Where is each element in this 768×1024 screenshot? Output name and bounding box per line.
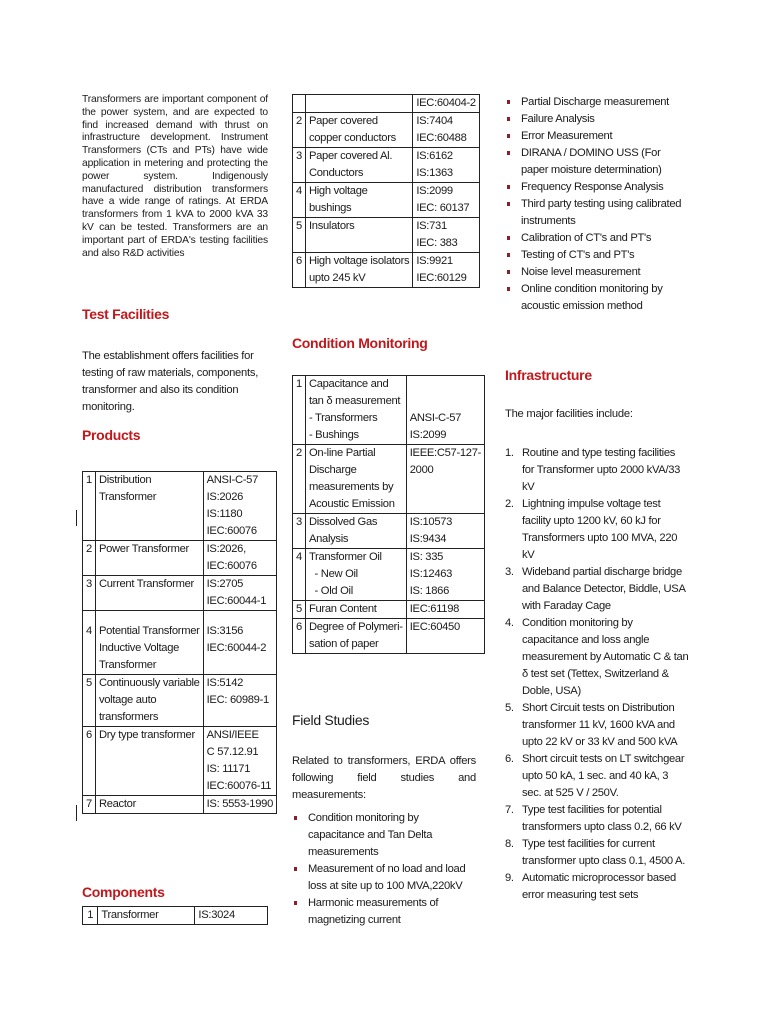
standard-cell-line: IS:2026 bbox=[206, 491, 244, 503]
item-cell-line: Dissolved Gas bbox=[308, 516, 378, 528]
standard-cell-line: IEC: 60989-1 bbox=[206, 694, 269, 706]
item-cell-line: - Old Oil bbox=[308, 585, 353, 597]
item-cell-line: copper conductors bbox=[308, 132, 396, 144]
table-row bbox=[293, 445, 485, 514]
standard-cell bbox=[406, 376, 484, 445]
list-item: Frequency Response Analysis bbox=[505, 179, 690, 196]
item-cell bbox=[95, 796, 203, 814]
standard-cell-line: IS:5142 bbox=[206, 677, 244, 689]
row-number-line: 2 bbox=[296, 447, 302, 459]
standard-cell-line: IEC:60076-11 bbox=[206, 780, 272, 792]
list-number: 1. bbox=[505, 447, 514, 459]
table-row bbox=[83, 675, 277, 727]
row-number bbox=[293, 445, 306, 514]
list-number: 5. bbox=[505, 702, 514, 714]
intro-paragraph: Transformers are important component of the power system, and are expected to find increased demand with thrust on infrastructure development. Instrument Transformers (CTs and PTs) have wide application in metering and protecting the power system. Indigenously manufactured distribution transformers have a wide range of ratings. At ERDA transformers from 1 kVA to 2000 kVA 33 kV can be tested. Transformers are an important part of ERDA's testing facilities and also R&D activities bbox=[82, 94, 268, 259]
table-row bbox=[293, 218, 480, 253]
row-number bbox=[293, 218, 306, 253]
standard-cell-line: IS:1363 bbox=[416, 167, 453, 179]
condition-monitoring-heading: Condition Monitoring bbox=[292, 335, 428, 351]
list-number: 4. bbox=[505, 617, 514, 629]
item-cell-line: Degree of Polymeri- bbox=[308, 621, 403, 633]
item-cell bbox=[305, 549, 406, 601]
list-item: Noise level measurement bbox=[505, 264, 690, 281]
standard-cell bbox=[406, 445, 484, 514]
list-number: 7. bbox=[505, 804, 514, 816]
standard-cell-line: IS:6162 bbox=[416, 150, 453, 162]
table-row bbox=[293, 601, 485, 619]
row-number-line: 5 bbox=[296, 220, 302, 232]
table-row bbox=[83, 727, 277, 796]
row-number bbox=[293, 95, 306, 113]
components-heading: Components bbox=[82, 884, 165, 900]
item-cell bbox=[95, 472, 203, 541]
item-cell-line: Potential Transformer bbox=[98, 625, 200, 637]
list-item bbox=[505, 700, 690, 751]
row-number-line: 3 bbox=[296, 150, 302, 162]
row-number-line: 1 bbox=[86, 474, 92, 486]
measurements-list bbox=[505, 94, 690, 315]
list-item: Testing of CT's and PT's bbox=[505, 247, 690, 264]
table-row bbox=[83, 611, 277, 675]
list-item bbox=[505, 445, 690, 496]
item-cell-line: bushings bbox=[308, 202, 352, 214]
list-item bbox=[505, 751, 690, 802]
list-text: Routine and type testing facilities for Transformer upto 2000 kVA/33 kV bbox=[522, 447, 681, 493]
list-item bbox=[505, 836, 690, 870]
standard-cell bbox=[406, 514, 484, 549]
row-number bbox=[293, 183, 306, 218]
item-cell-line: Discharge bbox=[308, 464, 357, 476]
item-cell-line: upto 245 kV bbox=[308, 272, 366, 284]
list-item: Measurement of no load and load loss at site up to 100 MVA,220kV bbox=[292, 861, 476, 895]
item-cell-line: Power Transformer bbox=[98, 543, 189, 555]
item-cell-line: Transformer bbox=[98, 659, 157, 671]
right-column bbox=[505, 0, 690, 1024]
standard-cell-line: IEC:60488 bbox=[416, 132, 467, 144]
list-number: 6. bbox=[505, 753, 514, 765]
item-cell bbox=[305, 183, 412, 218]
infrastructure-intro: The major facilities include: bbox=[505, 408, 633, 420]
standard-cell-line: IS:3156 bbox=[206, 625, 244, 637]
standard-cell-line: IS: 11171 bbox=[206, 763, 251, 775]
item-cell bbox=[305, 113, 412, 148]
standard-cell-line: IS:7404 bbox=[416, 115, 453, 127]
row-number bbox=[293, 253, 306, 288]
row-number bbox=[83, 611, 96, 675]
item-cell bbox=[305, 253, 412, 288]
list-item bbox=[505, 564, 690, 615]
table-row bbox=[293, 95, 480, 113]
table-row bbox=[83, 576, 277, 611]
standard-cell bbox=[195, 907, 268, 925]
list-item: Third party testing using calibrated instruments bbox=[505, 196, 690, 230]
row-number-line: 4 bbox=[296, 185, 302, 197]
list-text: Wideband partial discharge bridge and Balance Detector, Biddle, USA with Faraday Cage bbox=[522, 566, 685, 612]
standard-cell bbox=[406, 619, 484, 654]
standard-cell-line: IS:2705 bbox=[206, 578, 244, 590]
row-number bbox=[293, 113, 306, 148]
list-item bbox=[505, 496, 690, 564]
row-number-line: 4 bbox=[86, 625, 92, 637]
products-table bbox=[82, 471, 277, 814]
item-cell bbox=[305, 619, 406, 654]
standard-cell bbox=[203, 796, 276, 814]
row-number bbox=[83, 796, 96, 814]
list-item bbox=[505, 870, 690, 904]
standard-cell bbox=[413, 95, 480, 113]
item-cell-line: - Bushings bbox=[308, 429, 359, 441]
standard-cell-line: IS: 1866 bbox=[409, 585, 449, 597]
standard-cell-line: IS:1180 bbox=[206, 508, 243, 520]
item-cell bbox=[95, 541, 203, 576]
list-text: Automatic microprocessor based error measuring test sets bbox=[522, 872, 676, 901]
item-cell-line: Continuously variable bbox=[98, 677, 200, 689]
standard-cell-line: IEC:60076 bbox=[206, 525, 257, 537]
row-number bbox=[83, 472, 96, 541]
standard-cell-line: IEC:60129 bbox=[416, 272, 467, 284]
standard-cell-line: C 57.12.91 bbox=[206, 746, 259, 758]
list-number: 3. bbox=[505, 566, 514, 578]
standard-cell bbox=[203, 727, 276, 796]
standard-cell-line: IEC:61198 bbox=[409, 603, 460, 615]
standard-cell bbox=[203, 611, 276, 675]
field-studies-heading: Field Studies bbox=[292, 712, 370, 728]
item-cell bbox=[305, 95, 412, 113]
list-text: Short Circuit tests on Distribution transformer 11 kV, 1600 kVA and upto 22 kV or 33 kV and 500 kVA bbox=[522, 702, 678, 748]
row-number-line: 2 bbox=[86, 543, 92, 555]
item-cell-line: On-line Partial bbox=[308, 447, 376, 459]
item-cell bbox=[305, 148, 412, 183]
list-item: Partial Discharge measurement bbox=[505, 94, 690, 111]
table-row bbox=[293, 619, 485, 654]
standard-cell-line bbox=[410, 393, 481, 410]
row-number-line: 3 bbox=[296, 516, 302, 528]
row-number-line: 4 bbox=[296, 551, 302, 563]
table-row bbox=[83, 541, 277, 576]
list-item: Condition monitoring by capacitance and Tan Delta measurements bbox=[292, 810, 476, 861]
list-number: 2. bbox=[505, 498, 514, 510]
list-text: Short circuit tests on LT switchgear upto 50 kA, 1 sec. and 40 kA, 3 sec. at 525 V / 250V. bbox=[522, 753, 685, 799]
row-number bbox=[293, 601, 306, 619]
list-text: Type test facilities for current transformer upto class 0.1, 4500 A. bbox=[522, 838, 685, 867]
list-item: Error Measurement bbox=[505, 128, 690, 145]
item-cell-line: Analysis bbox=[308, 533, 349, 545]
standard-cell bbox=[203, 541, 276, 576]
standard-cell-line bbox=[410, 376, 481, 393]
table-row bbox=[293, 113, 480, 148]
row-number-line: 3 bbox=[86, 578, 92, 590]
standard-cell-line: IS:12463 bbox=[409, 568, 453, 580]
standard-cell-line: IS:2099 bbox=[409, 429, 447, 441]
standard-cell-line: ANSI-C-57 bbox=[409, 412, 462, 424]
item-cell-line: Transformer bbox=[101, 909, 159, 921]
infrastructure-list bbox=[505, 445, 690, 904]
item-cell-line: measurements by bbox=[308, 481, 394, 493]
standard-cell-line: IS: 335 bbox=[409, 551, 444, 563]
item-cell bbox=[98, 907, 195, 925]
table-row bbox=[83, 907, 268, 925]
components-table-part1 bbox=[82, 906, 268, 925]
margin-mark bbox=[76, 510, 77, 526]
item-cell bbox=[95, 576, 203, 611]
standard-cell-line: IS:2026, bbox=[206, 543, 246, 555]
standard-cell-line: IEC:60044-1 bbox=[206, 595, 267, 607]
row-number-line: 1 bbox=[87, 909, 94, 921]
middle-column bbox=[292, 0, 480, 1024]
item-cell bbox=[305, 601, 406, 619]
item-cell-line: Dry type transformer bbox=[98, 729, 195, 741]
table-row bbox=[293, 253, 480, 288]
standard-cell-line: IEC: 60137 bbox=[416, 202, 470, 214]
item-cell bbox=[95, 675, 203, 727]
standard-cell bbox=[406, 549, 484, 601]
standard-cell bbox=[203, 472, 276, 541]
left-column bbox=[82, 0, 273, 1024]
item-cell-line: Paper covered Al. bbox=[308, 150, 393, 162]
item-cell-line: Conductors bbox=[308, 167, 364, 179]
item-cell-line: - New Oil bbox=[308, 568, 358, 580]
row-number bbox=[83, 675, 96, 727]
item-cell-line: High voltage isolators bbox=[308, 255, 410, 267]
item-cell-line: High voltage bbox=[308, 185, 368, 197]
item-cell-line: - Transformers bbox=[308, 412, 378, 424]
table-row bbox=[83, 472, 277, 541]
list-text: Condition monitoring by capacitance and loss angle measurement by Automatic C & tan δ test set (Tettex, Switzerland & Doble, USA) bbox=[522, 617, 689, 697]
item-cell-line: sation of paper bbox=[308, 638, 379, 650]
row-number-line: 5 bbox=[296, 603, 302, 615]
standard-cell-line: IEC:60076 bbox=[206, 560, 257, 572]
item-cell bbox=[305, 514, 406, 549]
components-table-part2 bbox=[292, 94, 480, 288]
item-cell-line: tan δ measurement bbox=[308, 395, 401, 407]
standard-cell-line: IS:731 bbox=[416, 220, 447, 232]
test-facilities-text: The establishment offers facilities for testing of raw materials, components, transformer and also its condition monitoring. bbox=[82, 350, 259, 413]
standard-cell-line: ANSI/IEEE bbox=[206, 729, 259, 741]
margin-mark bbox=[76, 805, 77, 821]
item-cell-line: Acoustic Emission bbox=[308, 498, 395, 510]
table-row bbox=[293, 514, 485, 549]
standard-cell bbox=[406, 601, 484, 619]
standard-cell-line: IEEE:C57-127- bbox=[409, 447, 482, 459]
standard-cell-line: IS:9921 bbox=[416, 255, 453, 267]
item-cell bbox=[305, 376, 406, 445]
condition-monitoring-table bbox=[292, 375, 485, 654]
standard-cell bbox=[203, 675, 276, 727]
list-item: Failure Analysis bbox=[505, 111, 690, 128]
list-item bbox=[505, 615, 690, 700]
item-cell-line: Inductive Voltage bbox=[98, 642, 180, 654]
list-item: Online condition monitoring by acoustic emission method bbox=[505, 281, 690, 315]
item-cell-line: Transformer bbox=[98, 491, 157, 503]
row-number-line: 7 bbox=[86, 798, 92, 810]
list-text: Type test facilities for potential transformers upto class 0.2, 66 kV bbox=[522, 804, 682, 833]
standard-cell-line: 2000 bbox=[409, 464, 434, 476]
item-cell-line: Transformer Oil bbox=[308, 551, 382, 563]
item-cell-line: Insulators bbox=[308, 220, 355, 232]
standard-cell bbox=[413, 183, 480, 218]
standard-cell bbox=[413, 253, 480, 288]
row-number-line: 5 bbox=[86, 677, 92, 689]
standard-cell bbox=[413, 218, 480, 253]
standard-cell-line: IS:10573 bbox=[409, 516, 453, 528]
item-cell bbox=[95, 727, 203, 796]
row-number-line bbox=[296, 95, 302, 112]
standard-cell-line: IS:2099 bbox=[416, 185, 453, 197]
standard-cell bbox=[203, 576, 276, 611]
item-cell-line: Reactor bbox=[98, 798, 137, 810]
standard-cell-line: IS: 5553-1990 bbox=[206, 798, 273, 810]
table-row bbox=[293, 148, 480, 183]
item-cell-line: voltage auto bbox=[98, 694, 157, 706]
item-cell-line: Paper covered bbox=[308, 115, 378, 127]
list-text: Lightning impulse voltage test facility upto 1200 kV, 60 kJ for Transformers upto 100 MVA, 220 kV bbox=[522, 498, 678, 561]
field-studies-list bbox=[292, 810, 476, 929]
standard-cell bbox=[413, 113, 480, 148]
row-number-line: 6 bbox=[86, 729, 92, 741]
list-item: Harmonic measurements of magnetizing current bbox=[292, 895, 476, 929]
infrastructure-heading: Infrastructure bbox=[505, 367, 592, 383]
list-item: DIRANA / DOMINO USS (For paper moisture determination) bbox=[505, 145, 690, 179]
row-number bbox=[83, 576, 96, 611]
row-number-line: 6 bbox=[296, 255, 302, 267]
standard-cell bbox=[413, 148, 480, 183]
row-number bbox=[83, 727, 96, 796]
item-cell bbox=[305, 218, 412, 253]
table-row bbox=[293, 549, 485, 601]
list-number: 9. bbox=[505, 872, 514, 884]
table-row bbox=[83, 796, 277, 814]
item-cell-line: Current Transformer bbox=[98, 578, 194, 590]
row-number bbox=[293, 619, 306, 654]
item-cell bbox=[95, 611, 203, 675]
row-number-line: 6 bbox=[296, 621, 302, 633]
item-cell bbox=[305, 445, 406, 514]
row-number bbox=[83, 907, 98, 925]
list-number: 8. bbox=[505, 838, 514, 850]
table-row bbox=[293, 376, 485, 445]
item-cell-line: Distribution bbox=[98, 474, 152, 486]
list-item bbox=[505, 802, 690, 836]
standard-cell-line: IEC:60404-2 bbox=[416, 97, 476, 109]
row-number-line: 2 bbox=[296, 115, 302, 127]
item-cell-line: Furan Content bbox=[308, 603, 377, 615]
standard-cell-line: IS:3024 bbox=[198, 909, 235, 921]
standard-cell-line: ANSI-C-57 bbox=[206, 474, 258, 486]
field-studies-text: Related to transformers, ERDA offers following field studies and measurements: bbox=[292, 755, 476, 801]
item-cell-line bbox=[309, 95, 409, 112]
row-number-line: 1 bbox=[296, 378, 302, 390]
item-cell-line: Capacitance and bbox=[308, 378, 389, 390]
standard-cell-line: IEC:60044-2 bbox=[206, 642, 267, 654]
list-item: Calibration of CT's and PT's bbox=[505, 230, 690, 247]
standard-cell-line: IEC:60450 bbox=[409, 621, 460, 633]
products-heading: Products bbox=[82, 427, 141, 443]
row-number bbox=[83, 541, 96, 576]
standard-cell-line: IS:9434 bbox=[409, 533, 447, 545]
row-number bbox=[293, 376, 306, 445]
test-facilities-heading: Test Facilities bbox=[82, 306, 170, 322]
standard-cell-line: IEC: 383 bbox=[416, 237, 458, 249]
row-number bbox=[293, 514, 306, 549]
item-cell-line: transformers bbox=[98, 711, 159, 723]
row-number bbox=[293, 148, 306, 183]
row-number bbox=[293, 549, 306, 601]
table-row bbox=[293, 183, 480, 218]
